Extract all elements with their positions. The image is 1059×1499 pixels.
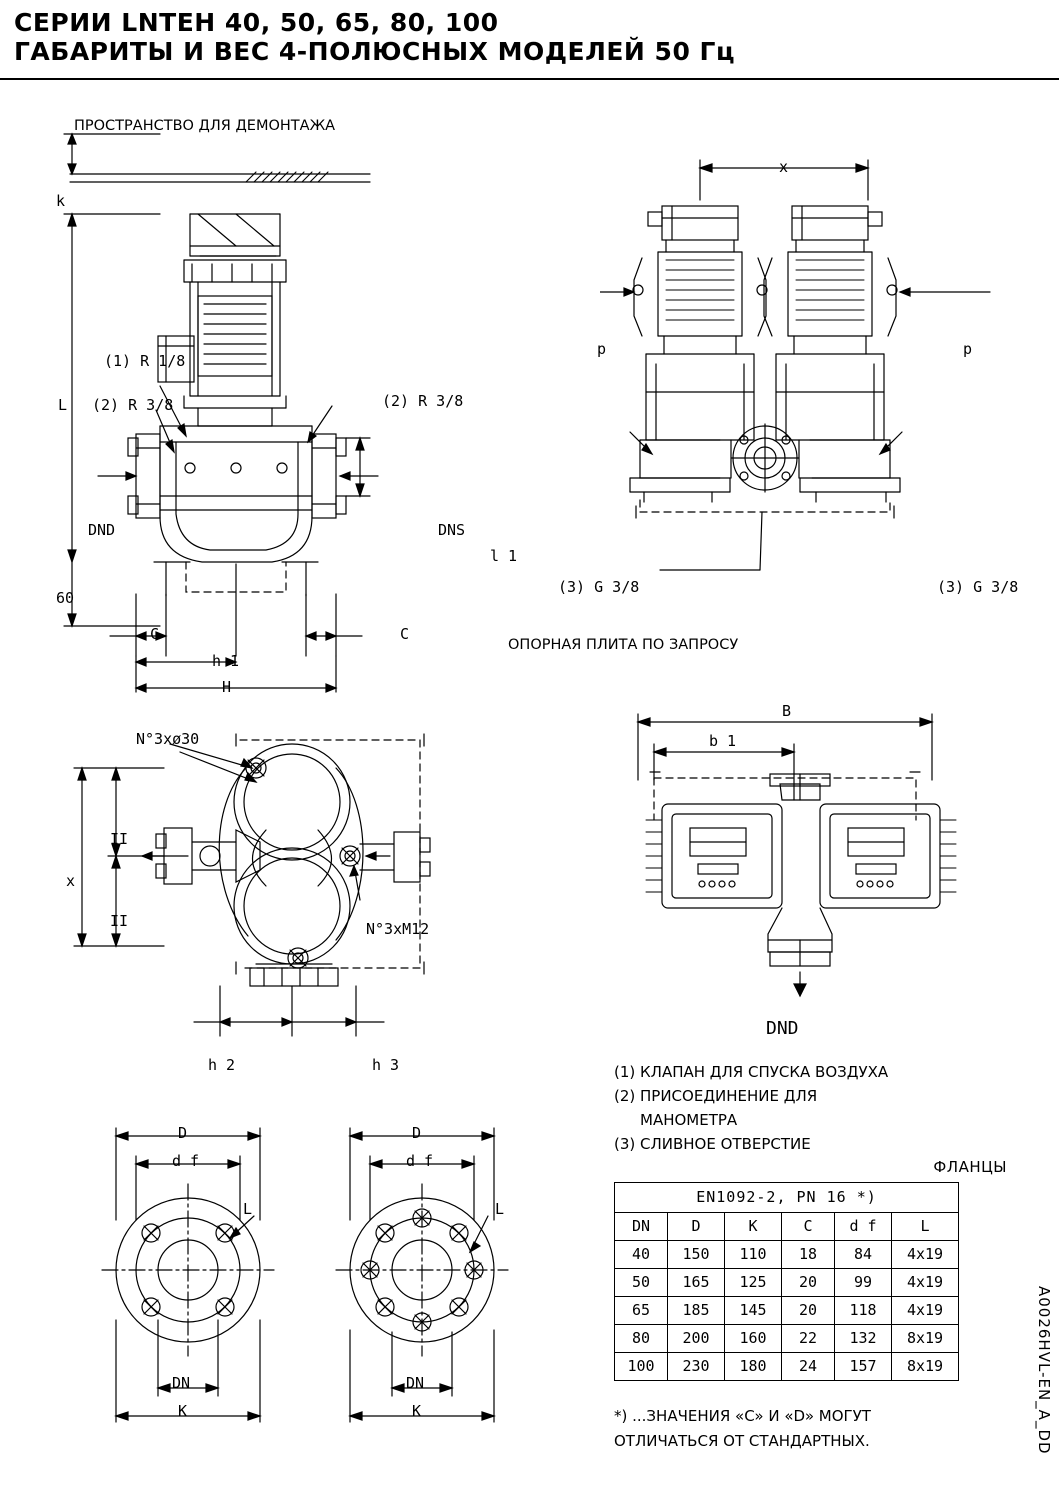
cell-df: 99 [835, 1269, 892, 1297]
col-header-d: D [668, 1213, 725, 1241]
flange-table-footnote [614, 1404, 1014, 1454]
cell-l: 8x19 [892, 1353, 959, 1381]
tap1-label: (1) R 1/8 [104, 352, 186, 370]
cell-k: 180 [725, 1353, 782, 1381]
cell-dn: 100 [615, 1353, 668, 1381]
dim-l1-label: l 1 [490, 547, 518, 565]
flange-left-L-label: L [243, 1200, 253, 1218]
cell-d: 165 [668, 1269, 725, 1297]
dim-h3-label: h 3 [372, 1056, 400, 1074]
drawing-code: A0026HVL-EN_A_DD [1035, 1286, 1053, 1455]
flange-right-DN-label: DN [406, 1374, 425, 1392]
dnd-label: DND [88, 521, 116, 539]
cell-l: 8x19 [892, 1325, 959, 1353]
dim-c-right-label: C [400, 625, 410, 643]
col-header-dn: DN [615, 1213, 668, 1241]
dim-c-left-label: C [150, 625, 160, 643]
flange-left-DN-label: DN [172, 1374, 191, 1392]
top-view-drawing [60, 710, 500, 1080]
side-dim-x-label: x [779, 158, 789, 176]
baseplate-note: ОПОРНАЯ ПЛИТА ПО ЗАПРОСУ [508, 637, 739, 653]
cell-k: 110 [725, 1241, 782, 1269]
legend-notes [614, 1060, 974, 1156]
footnote-line-1: *) ...ЗНАЧЕНИЯ «C» И «D» МОГУТ [614, 1407, 871, 1425]
cell-k: 145 [725, 1297, 782, 1325]
note-1: (1) КЛАПАН ДЛЯ СПУСКА ВОЗДУХА [614, 1063, 889, 1081]
cell-c: 20 [782, 1297, 835, 1325]
cell-d: 150 [668, 1241, 725, 1269]
top-dim-ii-bottom-label: II [110, 912, 129, 930]
cell-k: 125 [725, 1269, 782, 1297]
cell-l: 4x19 [892, 1297, 959, 1325]
plan-view-drawing [620, 700, 1000, 1040]
cell-k: 160 [725, 1325, 782, 1353]
top-dim-ii-top-label: II [110, 830, 129, 848]
page-title [14, 8, 1034, 66]
note-2-cont: МАНОМЕТРА [640, 1111, 738, 1129]
dim-k-label: k [56, 192, 66, 210]
flange-table [614, 1182, 959, 1381]
cell-df: 118 [835, 1297, 892, 1325]
title-line-2: ГАБАРИТЫ И ВЕС 4-ПОЛЮСНЫХ МОДЕЛЕЙ 50 Гц [14, 37, 736, 66]
flange-right-K-label: K [412, 1402, 422, 1420]
dim-h1-label: h 1 [212, 652, 240, 670]
drain-left-label: (3) G 3/8 [558, 578, 640, 596]
cell-l: 4x19 [892, 1241, 959, 1269]
col-header-c: C [782, 1213, 835, 1241]
plan-dim-B-label: B [782, 702, 792, 720]
flange-left-df-label: d f [172, 1152, 200, 1170]
col-header-l: L [892, 1213, 959, 1241]
plan-dim-b1-label: b 1 [709, 732, 737, 750]
table-row [615, 1325, 959, 1353]
holes-n3-label: N°3xø30 [136, 730, 200, 748]
title-line-1: СЕРИИ LNTEH 40, 50, 65, 80, 100 [14, 8, 499, 37]
dim-60-label: 60 [56, 589, 75, 607]
cell-c: 22 [782, 1325, 835, 1353]
col-header-k: K [725, 1213, 782, 1241]
cell-df: 157 [835, 1353, 892, 1381]
dismantling-space-label: ПРОСТРАНСТВО ДЛЯ ДЕМОНТАЖА [74, 118, 336, 134]
cell-dn: 80 [615, 1325, 668, 1353]
threads-n3-label: N°3xM12 [366, 920, 430, 938]
dim-h2-label: h 2 [208, 1056, 236, 1074]
table-row [615, 1241, 959, 1269]
plan-dnd-label: DND [766, 1018, 799, 1039]
cell-dn: 65 [615, 1297, 668, 1325]
table-row [615, 1269, 959, 1297]
cell-df: 84 [835, 1241, 892, 1269]
cell-d: 185 [668, 1297, 725, 1325]
footnote-line-2: ОТЛИЧАТЬСЯ ОТ СТАНДАРТНЫХ. [614, 1432, 870, 1450]
tap2-right-label: (2) R 3/8 [382, 392, 464, 410]
flanges-caption: ФЛАНЦЫ [933, 1158, 1007, 1176]
table-header-row [615, 1213, 959, 1241]
cell-c: 20 [782, 1269, 835, 1297]
side-view-drawing [600, 140, 1020, 640]
dim-H-label: H [222, 678, 232, 696]
p-left-label: p [597, 340, 607, 358]
dim-L-label: L [58, 396, 68, 414]
flange-left-K-label: K [178, 1402, 188, 1420]
flange-standard-label: EN1092-2, PN 16 *) [615, 1183, 959, 1213]
cell-c: 18 [782, 1241, 835, 1269]
dns-label: DNS [438, 521, 466, 539]
top-dim-x-label: x [66, 872, 76, 890]
cell-l: 4x19 [892, 1269, 959, 1297]
cell-c: 24 [782, 1353, 835, 1381]
tap2-left-label: (2) R 3/8 [92, 396, 174, 414]
cell-df: 132 [835, 1325, 892, 1353]
flange-right-df-label: d f [406, 1152, 434, 1170]
note-3: (3) СЛИВНОЕ ОТВЕРСТИЕ [614, 1135, 811, 1153]
flange-right-L-label: L [495, 1200, 505, 1218]
drain-right-label: (3) G 3/8 [937, 578, 1019, 596]
cell-d: 200 [668, 1325, 725, 1353]
cell-d: 230 [668, 1353, 725, 1381]
note-2: (2) ПРИСОЕДИНЕНИЕ ДЛЯ [614, 1087, 818, 1105]
cell-dn: 50 [615, 1269, 668, 1297]
table-row [615, 1353, 959, 1381]
cell-dn: 40 [615, 1241, 668, 1269]
flange-right-D-label: D [412, 1124, 422, 1142]
col-header-df: d f [835, 1213, 892, 1241]
p-right-label: p [963, 340, 973, 358]
table-row [615, 1297, 959, 1325]
table-header-standard [615, 1183, 959, 1213]
title-divider [0, 78, 1059, 80]
flange-left-D-label: D [178, 1124, 188, 1142]
